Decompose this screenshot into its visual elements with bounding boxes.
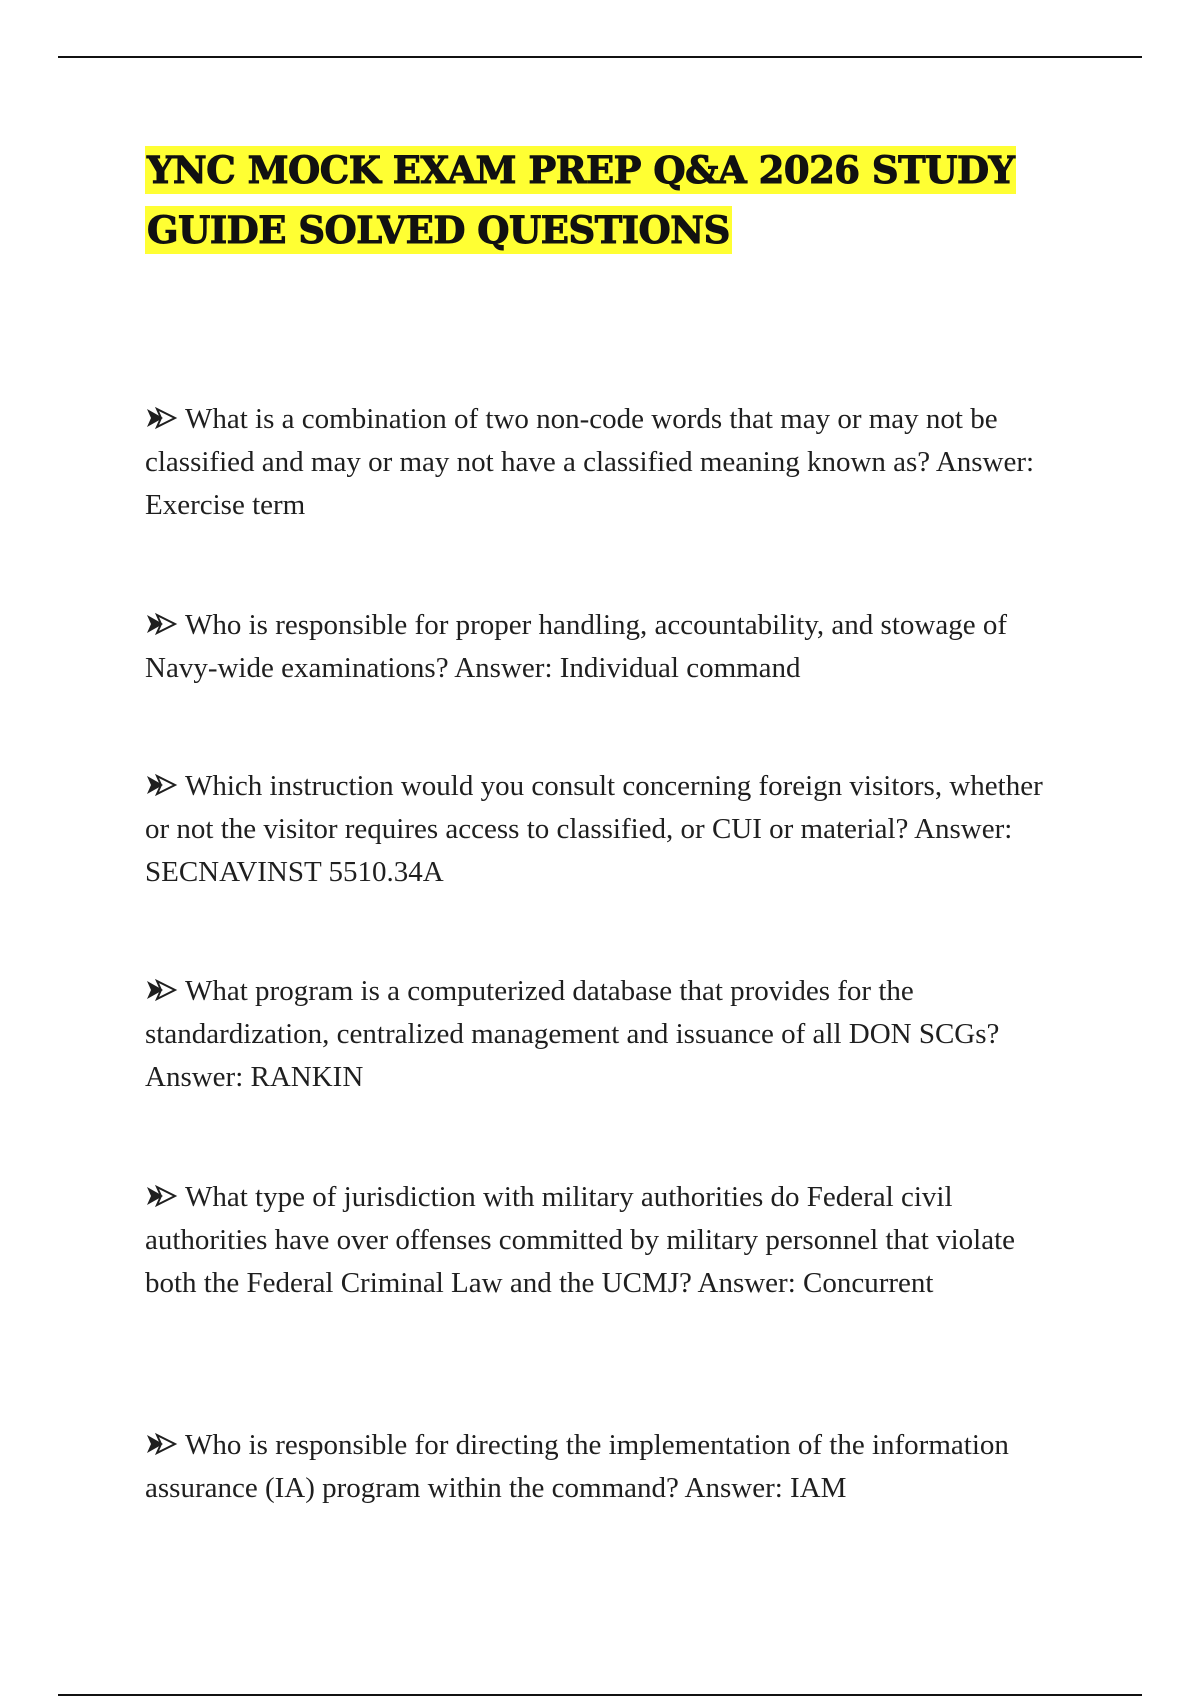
question-item (145, 970, 1065, 1099)
title-line-2: GUIDE SOLVED QUESTIONS (147, 208, 730, 252)
question-text: Who is responsible for directing the implementation of the information assurance (IA) program within the command? Answer: IAM (145, 1429, 1009, 1504)
double-arrow-bullet-icon (145, 612, 179, 636)
double-arrow-bullet-icon (145, 1184, 179, 1208)
double-arrow-bullet-icon (145, 1432, 179, 1456)
question-text: What is a combination of two non-code words that may or may not be classified and may or may not have a classified meaning known as? Answer: Exercise term (145, 403, 1035, 521)
question-text: What program is a computerized database that provides for the standardization, centralized management and issuance of all DON SCGs? Answer: RANKIN (145, 975, 1000, 1093)
question-text: What type of jurisdiction with military authorities do Federal civil authorities have over offenses committed by military personnel that violate both the Federal Criminal Law and the UCMJ? Answer: Concurrent (145, 1181, 1016, 1299)
double-arrow-bullet-icon (145, 978, 179, 1002)
top-rule (58, 56, 1142, 58)
question-item (145, 398, 1065, 527)
question-item (145, 1176, 1065, 1305)
double-arrow-bullet-icon (145, 406, 179, 430)
question-text: Who is responsible for proper handling, accountability, and stowage of Navy-wide examinations? Answer: Individual command (145, 609, 1007, 684)
question-text: Which instruction would you consult concerning foreign visitors, whether or not the visitor requires access to classified, or CUI or material? Answer: SECNAVINST 5510.34A (145, 770, 1043, 888)
question-item (145, 1424, 1065, 1510)
double-arrow-bullet-icon (145, 773, 179, 797)
question-item (145, 765, 1065, 894)
bottom-rule (58, 1694, 1142, 1696)
question-item (145, 604, 1065, 690)
document-title (145, 146, 1045, 266)
title-line-1: YNC MOCK EXAM PREP Q&A 2026 STUDY (147, 148, 1015, 192)
